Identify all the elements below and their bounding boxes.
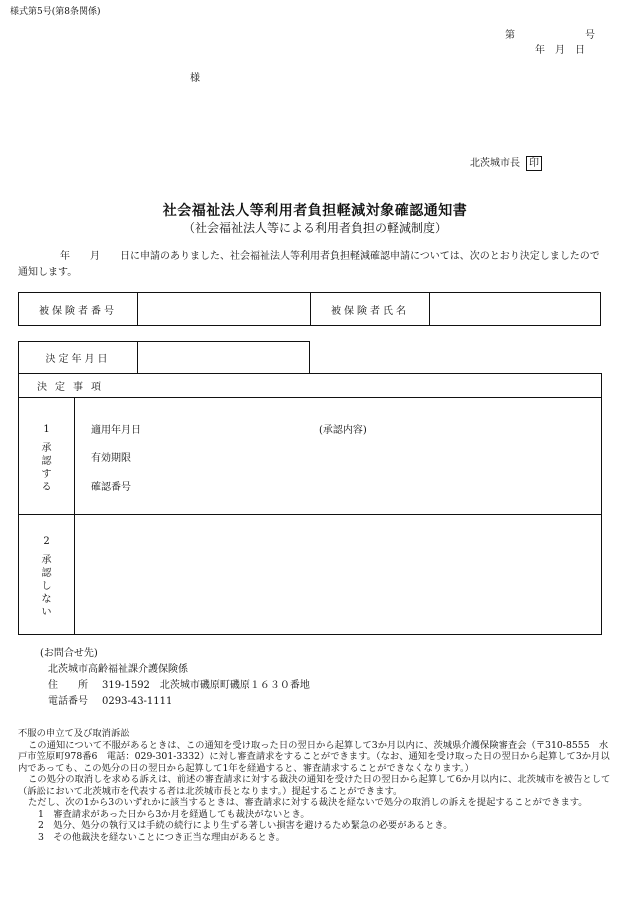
contact-department: 北茨城市高齢福祉課介護保険係	[48, 664, 188, 675]
seal-mark: 印	[526, 156, 542, 171]
reject-char: な	[41, 594, 52, 605]
reject-label	[19, 535, 74, 619]
appeal-paragraph-1: この通知について不服があるときは、この通知を受け取った日の翌日から起算して3か月以内に、茨城県介護保険審査会（〒310-8555 水戸市笠原町978番6 電話：029-301-3332）に対し審査請求をすることができます。（なお、通知を受け取った日の翌日から起算して3か月以内であっても、この処分の日の翌日から起算して1年を経過すると、審査請求することができなくなります。）	[18, 739, 610, 774]
reject-char: し	[41, 581, 52, 592]
contact-phone-row	[40, 694, 310, 710]
contact-address-row	[40, 678, 310, 694]
phone-label: 電話番号	[48, 696, 88, 707]
reject-char: 承	[41, 555, 52, 566]
reject-char: 認	[41, 568, 52, 579]
number-prefix: 第	[505, 30, 515, 41]
decision-date-field[interactable]	[138, 342, 310, 374]
reject-char: い	[41, 607, 52, 618]
approve-char: る	[41, 482, 52, 493]
issue-date: 年 月 日	[535, 45, 585, 56]
document-number	[505, 26, 595, 41]
decision-row-divider	[19, 514, 601, 515]
addressee-suffix: 様	[190, 73, 200, 84]
approval-content-label: (承認内容)	[319, 425, 367, 436]
reject-number: 2	[43, 536, 50, 547]
approve-char: 承	[41, 443, 52, 454]
approve-number: 1	[43, 424, 50, 435]
contact-info	[40, 646, 310, 710]
contact-heading: (お問合せ先)	[40, 648, 98, 659]
phone-value: 0293-43-1111	[102, 696, 173, 707]
insured-number-field[interactable]	[138, 293, 311, 326]
form-number: 様式第5号(第8条関係)	[10, 7, 101, 17]
decision-box	[18, 373, 602, 635]
document-title: 社会福祉法人等利用者負担軽減対象確認通知書	[162, 203, 468, 219]
address-value: 319-1592 北茨城市磯原町磯原１６３０番地	[102, 680, 310, 691]
appeal-section	[18, 728, 614, 843]
appeal-paragraph-3: ただし、次の1から3のいずれかに該当するときは、審査請求に対する裁決を経ないで処分の取消しの訴えを提起することができます。	[28, 797, 588, 808]
decision-items-header	[19, 373, 601, 398]
insured-name-field[interactable]	[430, 293, 601, 326]
validity-label: 有効期限	[91, 453, 131, 464]
address-label: 住 所	[48, 680, 88, 691]
intro-text: 年 月 日に申請のありました、社会福祉法人等利用者負担軽減確認申請については、次のとおり決定しましたので通知します。	[18, 251, 600, 278]
insured-name-label: 被保険者氏名	[311, 293, 430, 326]
appeal-heading: 不服の申立て及び取消訴訟	[18, 728, 130, 739]
approve-char: す	[41, 469, 52, 480]
insured-number-label: 被保険者番号	[19, 293, 138, 326]
issuer-name: 北茨城市長	[470, 158, 520, 169]
decision-date-label: 決定年月日	[19, 342, 138, 374]
appeal-item: 1 審査請求があった日から3か月を経過しても裁決がないとき。	[38, 808, 310, 820]
approve-char: 認	[41, 456, 52, 467]
document-subtitle: （社会福祉法人等による利用者負担の軽減制度）	[182, 221, 447, 235]
decision-date-table	[18, 341, 310, 374]
appeal-item: 3 その他裁決を経ないことにつき正当な理由があるとき。	[38, 831, 286, 843]
effective-date-label: 適用年月日	[91, 425, 141, 436]
approve-label	[19, 423, 74, 494]
issuer	[470, 154, 542, 171]
insured-info-table	[18, 292, 601, 326]
appeal-paragraph-2: この処分の取消しを求める訴えは、前述の審査請求に対する裁決の通知を受けた日の翌日から起算して6か月以内に、北茨城市を被告として（訴訟において北茨城市を代表する者は北茨城市長となります。）提起することができます。	[18, 774, 611, 797]
approval-number-label: 確認番号	[91, 482, 131, 493]
number-suffix: 号	[585, 30, 595, 41]
appeal-item: 2 処分、処分の執行又は手続の続行により生ずる著しい損害を避けるため緊急の必要があるとき。	[38, 820, 453, 831]
decision-items-label: 決定事項	[37, 382, 109, 393]
